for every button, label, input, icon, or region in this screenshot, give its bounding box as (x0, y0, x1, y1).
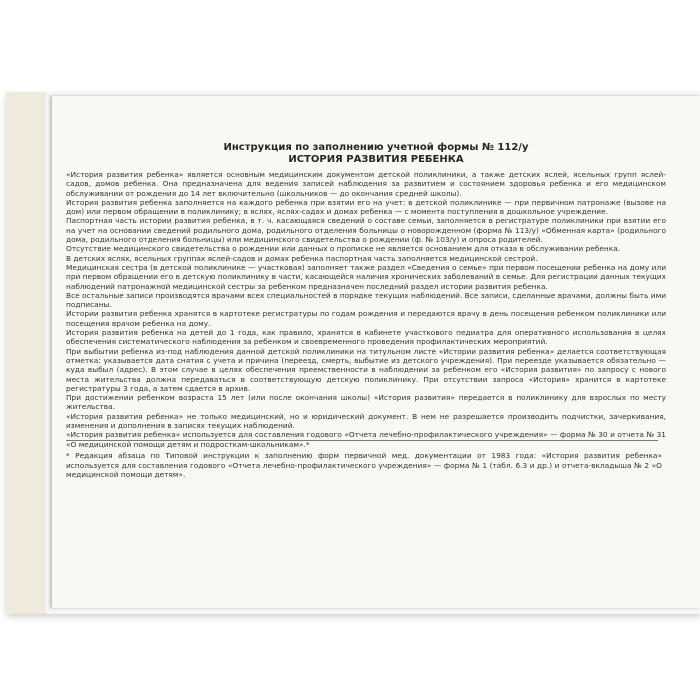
paragraph: При достижении ребенком возраста 15 лет (или после окончания школы) «История развития» передается в поликлинику для взрослых по месту жительства. (66, 393, 666, 412)
paragraph: Медицинская сестра (в детской поликлинике — участковая) заполняет также раздел «Сведения о семье» при первом посещении ребенка на дому или при первом обращении его в детскую поликлинику в части, касающейся наличия хронических заболеваний в семье. Для регистрации данных текущих наблюдений патронажной медицинской сестры за ребенком предназначен последний раздел истории развития ребенка. (66, 262, 666, 291)
paragraph: «История развития ребенка» используется для составления годового «Отчета лечебно-профилактического учреждения» — форма № 30 и отчета № 31 «О медицинской помощи детям и подросткам-школьникам».* (66, 430, 666, 449)
paragraph: В детских яслях, ясельных группах яслей-садов и домах ребенка паспортная часть заполняется медицинской сестрой. (66, 253, 538, 263)
paragraph: История развития ребенка заполняется на каждого ребенка при взятии его на учет: в детской поликлинике — при первичном патронаже (вызове на дом) или первом обращении в поликлинику; в яслях, яслях-садах и домах ребенка — с момента поступления в дошкольное учреждение. (66, 197, 666, 217)
title-line-2: ИСТОРИЯ РАЗВИТИЯ РЕБЕНКА (288, 154, 464, 165)
footnote-divider (66, 440, 658, 441)
paragraph: При выбытии ребенка из-под наблюдения данной детской поликлиники на титульном листе «Истории развития ребенка» делается соответствующая отметка: указывается дата снятия с учета и причина (переезд, смерть, выбытие из детского учреждения). При переезде указывается обязательно — куда выбыл (адрес). В этом случае в целях обеспечения преемственности в наблюдении за ребенком его «История развития» по запросу с нового места жительства должна передаваться в соответствующую детскую поликлинику. При отсутствии запроса «История» хранится в картотеке регистратуры 3 года, а затем сдается в архив. (66, 346, 666, 393)
instruction-body (66, 170, 666, 449)
paragraph: Истории развития ребенка хранятся в картотеке регистратуры по годам рождения и передаются врачу в день посещения ребенком поликлиники или посещения врачом ребенка на дому. (66, 309, 666, 328)
booklet (6, 92, 700, 614)
paragraph: Паспортная часть истории развития ребенка, в т. ч. касающаяся сведений о составе семьи, заполняется в регистратуре поликлиники при взятии его на учет на основании сведений родильного дома, родильного отделения больницы о новорожденном (форма № 113/у) «Обменная карта» (родильного дома, родильного отделения больницы) или медицинского свидетельства о рождении (ф. № 103/у) и опроса родителей. (66, 216, 666, 245)
booklet-left-edge (6, 92, 46, 614)
paragraph: «История развития ребенка» является основным медицинским документом детской поликлиники, а также детских яслей, ясельных групп яслей-садов, домов ребенка. Она предназначена для ведения записей наблюдения за развитием и состоянием здоровья ребенка и его медицинском обслуживании от рождения до 14 лет включительно (школьников — до окончания средней школы). (66, 170, 666, 198)
paragraph: «История развития ребенка» не только медицинский, но и юридический документ. В нем не разрешается производить подчистки, зачеркивания, изменения и дополнения в записях текущих наблюдений. (66, 411, 666, 431)
footnote: * Редакция абзаца по Типовой инструкции к заполнению форм первичной мед. документации от 1983 года: «История развития ребенка» используется для составления годового «Отчета лечебно-профилактического учреждения» — форма № 1 (табл. 6.3 и др.) и отчета-вкладыша № 2 «О медицинской помощи детям». (66, 451, 662, 479)
paragraph: Все остальные записи производятся врачами всех специальностей в порядке текущих наблюдений. Все записи, сделанные врачами, должны быть ими подписаны. (66, 290, 666, 310)
paragraph: История развития ребенка на детей до 1 года, как правило, хранятся в кабинете участкового педиатра для оперативного использования в целях обеспечения систематического наблюдения за ребенком и своевременного проведения профилактических мероприятий. (66, 328, 666, 347)
document-page (52, 96, 700, 608)
title-line-1: Инструкция по заполнению учетной формы № 112/у (223, 142, 529, 153)
paragraph: Отсутствие медицинского свидетельства о рождении или данных о прописке не является основанием для отказа в обслуживании ребенка. (66, 244, 621, 254)
document-title (52, 142, 700, 166)
